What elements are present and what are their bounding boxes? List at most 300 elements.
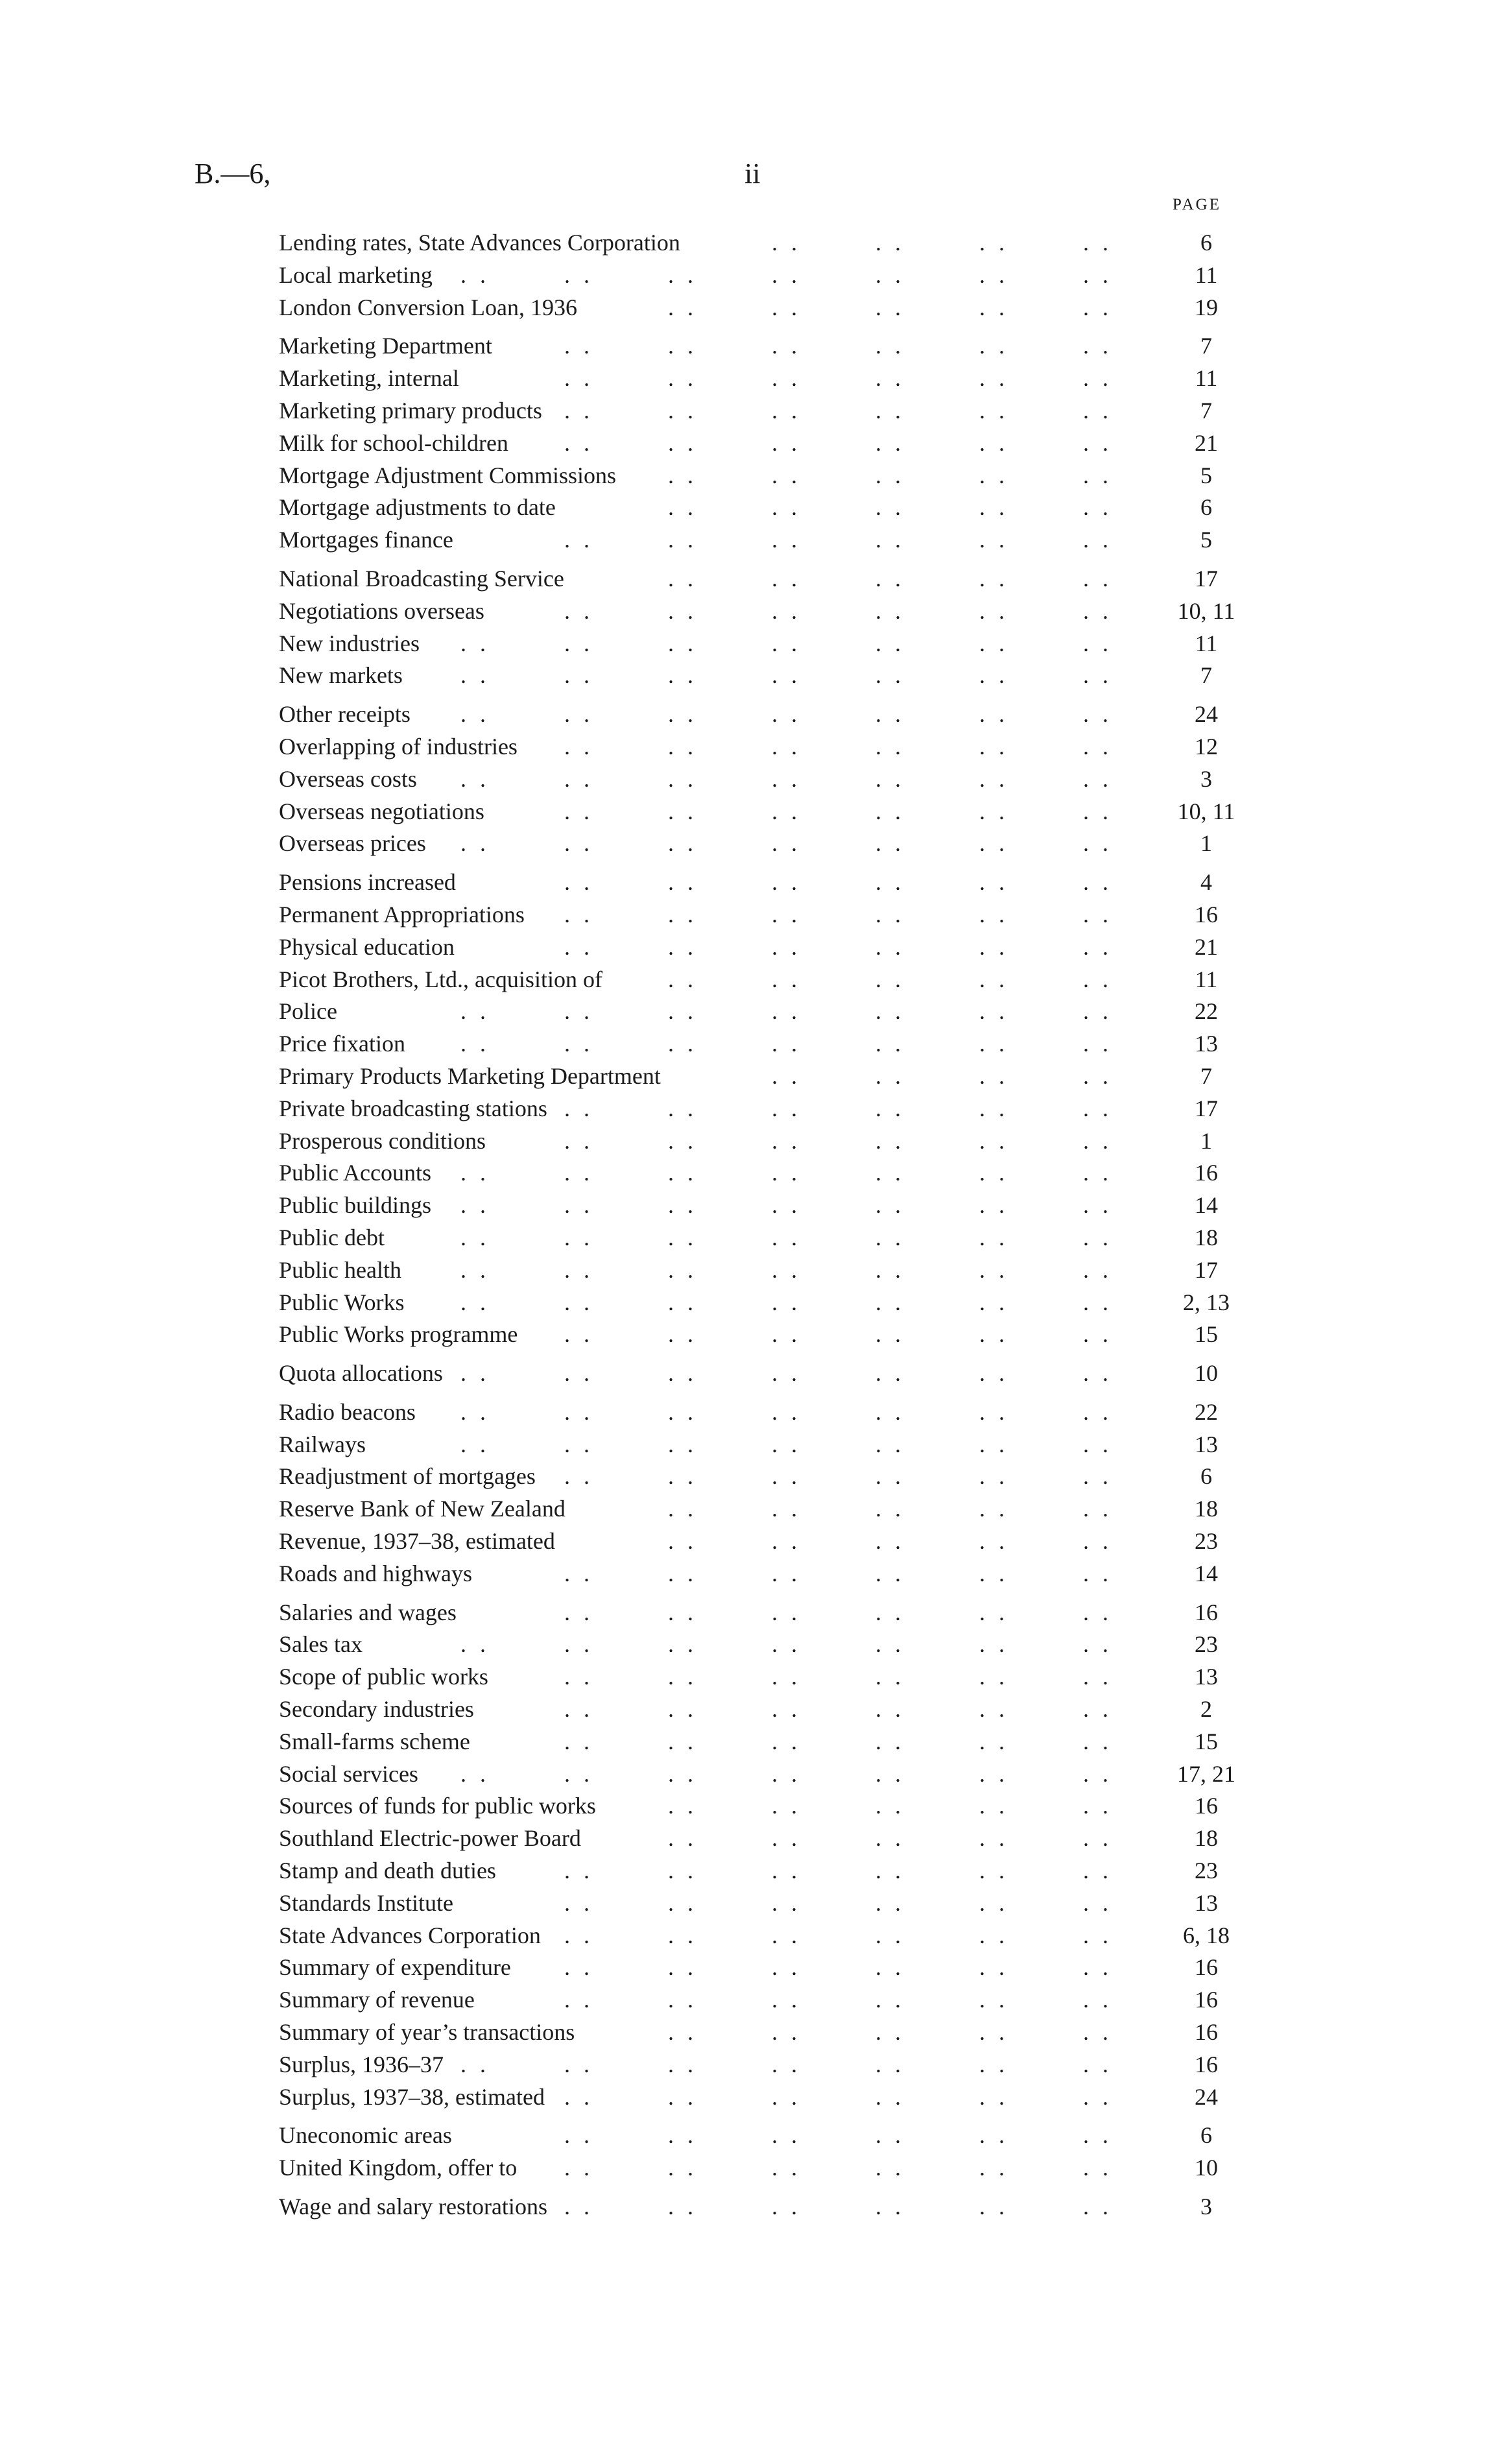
leader-dots: . . bbox=[772, 1431, 801, 1457]
leader-dots: . . bbox=[1083, 1922, 1112, 1948]
index-page-ref: 6 bbox=[1200, 1463, 1212, 1490]
leader-dots: . . bbox=[564, 830, 593, 857]
index-page-ref: 14 bbox=[1195, 1192, 1218, 1219]
index-page-ref: 7 bbox=[1200, 662, 1212, 689]
leader-dots: . . bbox=[1083, 933, 1112, 960]
index-term: Picot Brothers, Ltd., acquisition of bbox=[279, 966, 602, 992]
leader-dots: . . bbox=[1083, 397, 1112, 424]
leader-dots: . . bbox=[1083, 1463, 1112, 1490]
leader-dots: . . bbox=[876, 630, 905, 656]
index-term: Overseas costs bbox=[279, 765, 417, 792]
index-term: Overlapping of industries bbox=[279, 733, 518, 760]
leader-dots: . . bbox=[979, 1560, 1008, 1586]
leader-dots: . . bbox=[564, 1224, 593, 1250]
leader-dots: . . bbox=[979, 2122, 1008, 2149]
leader-dots: . . bbox=[460, 1289, 490, 1315]
index-entry bbox=[279, 1157, 1258, 1190]
leader-dots: . . bbox=[876, 765, 905, 792]
leader-dots: . . bbox=[668, 901, 697, 927]
index-page-ref: 16 bbox=[1195, 2051, 1218, 2077]
leader-dots: . . bbox=[772, 230, 801, 256]
index-page-ref: 12 bbox=[1195, 733, 1218, 760]
index-letter-group bbox=[279, 330, 1258, 556]
leader-dots: . . bbox=[979, 429, 1008, 456]
leader-dots: . . bbox=[772, 966, 801, 992]
leader-dots: . . bbox=[564, 1696, 593, 1723]
leader-dots: . . bbox=[564, 1289, 593, 1315]
leader-dots: . . bbox=[876, 1496, 905, 1522]
leader-dots: . . bbox=[772, 2122, 801, 2149]
leader-dots: . . bbox=[979, 597, 1008, 624]
leader-dots: . . bbox=[979, 1321, 1008, 1348]
leader-dots: . . bbox=[668, 765, 697, 792]
leader-dots: . . bbox=[979, 565, 1008, 592]
index-entry bbox=[279, 1629, 1258, 1661]
index-entry bbox=[279, 1855, 1258, 1887]
leader-dots: . . bbox=[772, 1496, 801, 1522]
index-term: Readjustment of mortgages bbox=[279, 1463, 536, 1490]
index-page-ref: 24 bbox=[1195, 2083, 1218, 2110]
leader-dots: . . bbox=[876, 230, 905, 256]
index-entry bbox=[279, 1125, 1258, 1158]
leader-dots: . . bbox=[564, 1398, 593, 1425]
index-term: Negotiations overseas bbox=[279, 597, 484, 624]
leader-dots: . . bbox=[772, 1360, 801, 1387]
leader-dots: . . bbox=[772, 1987, 801, 2013]
leader-dots: . . bbox=[564, 527, 593, 553]
leader-dots: . . bbox=[772, 765, 801, 792]
leader-dots: . . bbox=[876, 1599, 905, 1625]
leader-dots: . . bbox=[772, 1825, 801, 1852]
leader-dots: . . bbox=[564, 701, 593, 728]
leader-dots: . . bbox=[772, 1062, 801, 1089]
index-entry bbox=[279, 259, 1258, 292]
leader-dots: . . bbox=[772, 1463, 801, 1490]
leader-dots: . . bbox=[876, 1127, 905, 1154]
leader-dots: . . bbox=[979, 230, 1008, 256]
index-entry bbox=[279, 1254, 1258, 1287]
leader-dots: . . bbox=[460, 1360, 490, 1387]
leader-dots: . . bbox=[1083, 1360, 1112, 1387]
index-term: Salaries and wages bbox=[279, 1599, 457, 1625]
leader-dots: . . bbox=[979, 462, 1008, 488]
index-term: Private broadcasting stations bbox=[279, 1095, 547, 1121]
index-entry bbox=[279, 1758, 1258, 1791]
leader-dots: . . bbox=[876, 1728, 905, 1754]
leader-dots: . . bbox=[876, 1224, 905, 1250]
leader-dots: . . bbox=[460, 630, 490, 656]
leader-dots: . . bbox=[876, 1631, 905, 1658]
index-page-ref: 17 bbox=[1195, 1256, 1218, 1283]
index-entry bbox=[279, 1222, 1258, 1254]
index-letter-group bbox=[279, 563, 1258, 692]
leader-dots: . . bbox=[979, 1858, 1008, 1884]
leader-dots: . . bbox=[876, 1256, 905, 1283]
leader-dots: . . bbox=[564, 1664, 593, 1690]
leader-dots: . . bbox=[772, 1560, 801, 1586]
leader-dots: . . bbox=[979, 2083, 1008, 2110]
index-term: New markets bbox=[279, 662, 403, 689]
leader-dots: . . bbox=[668, 1599, 697, 1625]
leader-dots: . . bbox=[979, 333, 1008, 359]
leader-dots: . . bbox=[876, 1095, 905, 1121]
index-term: Summary of revenue bbox=[279, 1987, 475, 2013]
leader-dots: . . bbox=[668, 462, 697, 488]
leader-dots: . . bbox=[772, 1398, 801, 1425]
leader-dots: . . bbox=[876, 333, 905, 359]
leader-dots: . . bbox=[1083, 901, 1112, 927]
leader-dots: . . bbox=[876, 462, 905, 488]
leader-dots: . . bbox=[979, 1192, 1008, 1219]
leader-dots: . . bbox=[668, 1496, 697, 1522]
leader-dots: . . bbox=[772, 1192, 801, 1219]
leader-dots: . . bbox=[668, 1889, 697, 1916]
leader-dots: . . bbox=[1083, 565, 1112, 592]
leader-dots: . . bbox=[876, 1031, 905, 1057]
leader-dots: . . bbox=[876, 933, 905, 960]
leader-dots: . . bbox=[668, 2019, 697, 2046]
leader-dots: . . bbox=[1083, 2083, 1112, 2110]
index-entry bbox=[279, 1190, 1258, 1222]
leader-dots: . . bbox=[564, 1728, 593, 1754]
leader-dots: . . bbox=[1083, 2122, 1112, 2149]
leader-dots: . . bbox=[876, 1987, 905, 2013]
leader-dots: . . bbox=[1083, 1825, 1112, 1852]
leader-dots: . . bbox=[564, 365, 593, 392]
leader-dots: . . bbox=[979, 701, 1008, 728]
leader-dots: . . bbox=[772, 1631, 801, 1658]
leader-dots: . . bbox=[876, 1321, 905, 1348]
leader-dots: . . bbox=[876, 869, 905, 896]
leader-dots: . . bbox=[564, 1599, 593, 1625]
leader-dots: . . bbox=[979, 365, 1008, 392]
leader-dots: . . bbox=[772, 2019, 801, 2046]
leader-dots: . . bbox=[564, 1160, 593, 1186]
leader-dots: . . bbox=[876, 1793, 905, 1819]
index-term: Police bbox=[279, 998, 337, 1025]
index-term: Overseas negotiations bbox=[279, 798, 484, 824]
leader-dots: . . bbox=[564, 2122, 593, 2149]
index-page-ref: 15 bbox=[1195, 1728, 1218, 1754]
index-letter-group bbox=[279, 2191, 1258, 2223]
index-page-ref: 1 bbox=[1200, 830, 1212, 857]
leader-dots: . . bbox=[876, 365, 905, 392]
leader-dots: . . bbox=[876, 2051, 905, 2077]
index-page-ref: 6 bbox=[1200, 230, 1212, 256]
index-entry bbox=[279, 899, 1258, 931]
leader-dots: . . bbox=[979, 1760, 1008, 1787]
index-entry bbox=[279, 1984, 1258, 2016]
leader-dots: . . bbox=[564, 869, 593, 896]
index-entry bbox=[279, 563, 1258, 595]
index-page-ref: 22 bbox=[1195, 1398, 1218, 1425]
leader-dots: . . bbox=[668, 933, 697, 960]
leader-dots: . . bbox=[1083, 1031, 1112, 1057]
index-entry bbox=[279, 595, 1258, 628]
leader-dots: . . bbox=[979, 1431, 1008, 1457]
leader-dots: . . bbox=[979, 933, 1008, 960]
index-page-ref: 18 bbox=[1195, 1224, 1218, 1250]
leader-dots: . . bbox=[460, 261, 490, 288]
leader-dots: . . bbox=[979, 733, 1008, 760]
index-entry bbox=[279, 2049, 1258, 2081]
leader-dots: . . bbox=[979, 1825, 1008, 1852]
index-page-ref: 23 bbox=[1195, 1528, 1218, 1555]
index-term: New industries bbox=[279, 630, 420, 656]
leader-dots: . . bbox=[772, 630, 801, 656]
leader-dots: . . bbox=[668, 1360, 697, 1387]
leader-dots: . . bbox=[979, 1664, 1008, 1690]
leader-dots: . . bbox=[564, 1431, 593, 1457]
index-term: Revenue, 1937–38, estimated bbox=[279, 1528, 555, 1555]
index-term: Scope of public works bbox=[279, 1664, 488, 1690]
index-list bbox=[279, 227, 1258, 2230]
leader-dots: . . bbox=[668, 966, 697, 992]
leader-dots: . . bbox=[668, 1631, 697, 1658]
leader-dots: . . bbox=[460, 1031, 490, 1057]
leader-dots: . . bbox=[979, 765, 1008, 792]
leader-dots: . . bbox=[668, 869, 697, 896]
leader-dots: . . bbox=[460, 1192, 490, 1219]
index-term: Other receipts bbox=[279, 701, 411, 728]
leader-dots: . . bbox=[1083, 998, 1112, 1025]
leader-dots: . . bbox=[1083, 1095, 1112, 1121]
index-page-ref: 18 bbox=[1195, 1496, 1218, 1522]
leader-dots: . . bbox=[772, 1954, 801, 1981]
leader-dots: . . bbox=[460, 765, 490, 792]
index-entry bbox=[279, 2081, 1258, 2114]
leader-dots: . . bbox=[1083, 365, 1112, 392]
index-entry bbox=[279, 1823, 1258, 1855]
index-page-ref: 15 bbox=[1195, 1321, 1218, 1348]
leader-dots: . . bbox=[772, 294, 801, 320]
index-entry bbox=[279, 2191, 1258, 2223]
index-term: Mortgages finance bbox=[279, 527, 453, 553]
index-entry bbox=[279, 1790, 1258, 1823]
index-entry bbox=[279, 828, 1258, 860]
leader-dots: . . bbox=[979, 1889, 1008, 1916]
leader-dots: . . bbox=[1083, 662, 1112, 689]
index-entry bbox=[279, 796, 1258, 828]
leader-dots: . . bbox=[668, 1431, 697, 1457]
index-page-ref: 13 bbox=[1195, 1031, 1218, 1057]
leader-dots: . . bbox=[876, 1696, 905, 1723]
leader-dots: . . bbox=[564, 1321, 593, 1348]
leader-dots: . . bbox=[979, 1360, 1008, 1387]
leader-dots: . . bbox=[876, 1360, 905, 1387]
leader-dots: . . bbox=[979, 2194, 1008, 2220]
leader-dots: . . bbox=[668, 429, 697, 456]
leader-dots: . . bbox=[876, 527, 905, 553]
index-page-ref: 18 bbox=[1195, 1825, 1218, 1852]
leader-dots: . . bbox=[876, 261, 905, 288]
index-page-ref: 4 bbox=[1200, 869, 1212, 896]
leader-dots: . . bbox=[772, 1889, 801, 1916]
index-term: Radio beacons bbox=[279, 1398, 416, 1425]
leader-dots: . . bbox=[979, 2155, 1008, 2181]
index-page-ref: 10, 11 bbox=[1177, 597, 1235, 624]
leader-dots: . . bbox=[772, 429, 801, 456]
leader-dots: . . bbox=[1083, 429, 1112, 456]
index-entry bbox=[279, 1661, 1258, 1693]
leader-dots: . . bbox=[668, 1160, 697, 1186]
index-page-ref: 6 bbox=[1200, 2122, 1212, 2149]
index-entry bbox=[279, 731, 1258, 763]
leader-dots: . . bbox=[668, 1793, 697, 1819]
leader-dots: . . bbox=[1083, 1398, 1112, 1425]
leader-dots: . . bbox=[772, 1224, 801, 1250]
leader-dots: . . bbox=[1083, 527, 1112, 553]
index-page-ref: 16 bbox=[1195, 1160, 1218, 1186]
leader-dots: . . bbox=[1083, 1127, 1112, 1154]
leader-dots: . . bbox=[460, 830, 490, 857]
leader-dots: . . bbox=[460, 1631, 490, 1658]
index-term: London Conversion Loan, 1936 bbox=[279, 294, 577, 320]
leader-dots: . . bbox=[876, 2083, 905, 2110]
leader-dots: . . bbox=[460, 1760, 490, 1787]
leader-dots: . . bbox=[564, 1192, 593, 1219]
leader-dots: . . bbox=[772, 1599, 801, 1625]
leader-dots: . . bbox=[772, 1728, 801, 1754]
leader-dots: . . bbox=[668, 2051, 697, 2077]
leader-dots: . . bbox=[876, 1922, 905, 1948]
leader-dots: . . bbox=[564, 597, 593, 624]
leader-dots: . . bbox=[1083, 869, 1112, 896]
leader-dots: . . bbox=[876, 998, 905, 1025]
leader-dots: . . bbox=[1083, 1431, 1112, 1457]
leader-dots: . . bbox=[979, 830, 1008, 857]
leader-dots: . . bbox=[979, 1987, 1008, 2013]
index-page-ref: 7 bbox=[1200, 333, 1212, 359]
index-term: Prosperous conditions bbox=[279, 1127, 486, 1154]
index-entry bbox=[279, 1358, 1258, 1390]
index-term: Mortgage Adjustment Commissions bbox=[279, 462, 617, 488]
index-letter-group bbox=[279, 867, 1258, 1351]
leader-dots: . . bbox=[772, 701, 801, 728]
index-term: Southland Electric-power Board bbox=[279, 1825, 581, 1852]
leader-dots: . . bbox=[564, 765, 593, 792]
leader-dots: . . bbox=[876, 2122, 905, 2149]
leader-dots: . . bbox=[876, 701, 905, 728]
leader-dots: . . bbox=[1083, 1728, 1112, 1754]
leader-dots: . . bbox=[1083, 1599, 1112, 1625]
index-term: Public Works bbox=[279, 1289, 405, 1315]
index-entry bbox=[279, 699, 1258, 731]
index-term: Pensions increased bbox=[279, 869, 456, 896]
index-entry bbox=[279, 427, 1258, 460]
index-page-ref: 16 bbox=[1195, 1793, 1218, 1819]
index-page-ref: 11 bbox=[1195, 365, 1218, 392]
leader-dots: . . bbox=[1083, 1560, 1112, 1586]
index-page-ref: 16 bbox=[1195, 2019, 1218, 2046]
leader-dots: . . bbox=[772, 1321, 801, 1348]
leader-dots: . . bbox=[564, 798, 593, 824]
leader-dots: . . bbox=[772, 830, 801, 857]
leader-dots: . . bbox=[979, 1599, 1008, 1625]
leader-dots: . . bbox=[979, 1160, 1008, 1186]
leader-dots: . . bbox=[979, 1528, 1008, 1555]
index-term: Permanent Appropriations bbox=[279, 901, 525, 927]
leader-dots: . . bbox=[668, 1095, 697, 1121]
leader-dots: . . bbox=[772, 1127, 801, 1154]
leader-dots: . . bbox=[979, 1289, 1008, 1315]
leader-dots: . . bbox=[1083, 1256, 1112, 1283]
leader-dots: . . bbox=[668, 1289, 697, 1315]
index-entry bbox=[279, 524, 1258, 556]
index-entry bbox=[279, 330, 1258, 363]
index-entry bbox=[279, 1429, 1258, 1461]
leader-dots: . . bbox=[772, 733, 801, 760]
index-entry bbox=[279, 628, 1258, 660]
index-page-ref: 10, 11 bbox=[1177, 798, 1235, 824]
index-page-ref: 7 bbox=[1200, 1062, 1212, 1089]
leader-dots: . . bbox=[772, 261, 801, 288]
leader-dots: . . bbox=[460, 1256, 490, 1283]
leader-dots: . . bbox=[564, 1922, 593, 1948]
leader-dots: . . bbox=[564, 1954, 593, 1981]
index-entry bbox=[279, 460, 1258, 492]
leader-dots: . . bbox=[772, 527, 801, 553]
leader-dots: . . bbox=[1083, 2019, 1112, 2046]
leader-dots: . . bbox=[1083, 597, 1112, 624]
index-entry bbox=[279, 1726, 1258, 1758]
leader-dots: . . bbox=[979, 1496, 1008, 1522]
leader-dots: . . bbox=[979, 1127, 1008, 1154]
leader-dots: . . bbox=[668, 565, 697, 592]
leader-dots: . . bbox=[979, 1095, 1008, 1121]
leader-dots: . . bbox=[1083, 765, 1112, 792]
leader-dots: . . bbox=[668, 261, 697, 288]
index-term: Wage and salary restorations bbox=[279, 2194, 547, 2220]
leader-dots: . . bbox=[979, 966, 1008, 992]
leader-dots: . . bbox=[772, 1031, 801, 1057]
leader-dots: . . bbox=[668, 2194, 697, 2220]
index-page-ref: 3 bbox=[1200, 765, 1212, 792]
index-term: Uneconomic areas bbox=[279, 2122, 452, 2149]
index-entry bbox=[279, 964, 1258, 996]
index-entry bbox=[279, 492, 1258, 524]
leader-dots: . . bbox=[668, 1954, 697, 1981]
leader-dots: . . bbox=[772, 1289, 801, 1315]
page-number-roman: ii bbox=[744, 158, 761, 189]
leader-dots: . . bbox=[668, 333, 697, 359]
leader-dots: . . bbox=[772, 1696, 801, 1723]
leader-dots: . . bbox=[668, 798, 697, 824]
leader-dots: . . bbox=[1083, 333, 1112, 359]
leader-dots: . . bbox=[564, 2194, 593, 2220]
leader-dots: . . bbox=[772, 901, 801, 927]
leader-dots: . . bbox=[979, 1062, 1008, 1089]
leader-dots: . . bbox=[772, 597, 801, 624]
index-page-ref: 22 bbox=[1195, 998, 1218, 1025]
leader-dots: . . bbox=[772, 1095, 801, 1121]
leader-dots: . . bbox=[668, 294, 697, 320]
leader-dots: . . bbox=[668, 1256, 697, 1283]
leader-dots: . . bbox=[979, 1922, 1008, 1948]
index-term: Overseas prices bbox=[279, 830, 426, 857]
leader-dots: . . bbox=[668, 494, 697, 521]
index-page-ref: 13 bbox=[1195, 1889, 1218, 1916]
leader-dots: . . bbox=[564, 1987, 593, 2013]
leader-dots: . . bbox=[564, 429, 593, 456]
index-term: Sales tax bbox=[279, 1631, 363, 1658]
leader-dots: . . bbox=[772, 1528, 801, 1555]
leader-dots: . . bbox=[772, 2051, 801, 2077]
leader-dots: . . bbox=[876, 1560, 905, 1586]
leader-dots: . . bbox=[1083, 1192, 1112, 1219]
leader-dots: . . bbox=[876, 1398, 905, 1425]
leader-dots: . . bbox=[876, 1062, 905, 1089]
